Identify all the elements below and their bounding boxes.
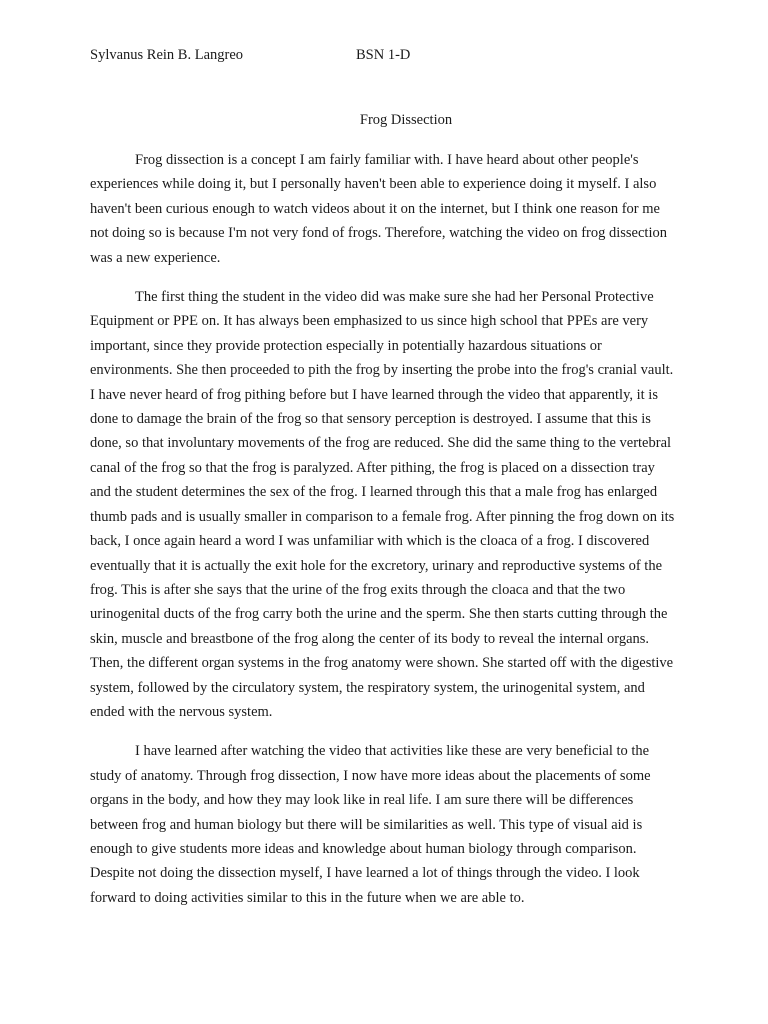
paragraph-3: I have learned after watching the video that activities like these are very beneficial to the study of anatomy. Through frog dissection, I now have more ideas about the placements of some organs in the body, and how they may look like in real life. I am sure there will be differences between frog and human biology but there will be similarities as well. This type of visual aid is enough to give students more ideas and knowledge about human biology through comparison. Despite not doing the dissection myself, I have learned a lot of things through the video. I look forward to doing activities similar to this in the future when we are able to. <box>90 743 651 906</box>
class-section: BSN 1-D <box>356 47 411 63</box>
author-name: Sylvanus Rein B. Langreo <box>90 47 244 63</box>
paragraph-1: Frog dissection is a concept I am fairly familiar with. I have heard about other people's experiences while doing it, but I personally haven't been able to experience doing it myself. I also haven't been curious enough to watch videos about it on the internet, but I think one reason for me not doing so is because I'm not very fond of frogs. Therefore, watching the video on frog dissection was a new experience. <box>90 152 667 266</box>
document-header <box>90 45 690 65</box>
paragraph-2: The first thing the student in the video did was make sure she had her Personal Protective Equipment or PPE on. It has always been emphasized to us since high school that PPEs are very important, since they provide protection especially in potentially hazardous situations or environments. She then proceeded to pith the frog by inserting the probe into the frog's cranial vault. I have never heard of frog pithing before but I have learned through the video that apparently, it is done to damage the brain of the frog so that sensory perception is destroyed. I assume that this is done, so that involuntary movements of the frog are reduced. She did the same thing to the vertebral canal of the frog so that the frog is paralyzed. After pithing, the frog is placed on a dissection tray and the student determines the sex of the frog. I learned through this that a male frog has enlarged thumb pads and is usually smaller in comparison to a female frog. After pinning the frog down on its back, I once again heard a word I was unfamiliar with which is the cloaca of a frog. I discovered eventually that it is actually the exit hole for the excretory, urinary and reproductive systems of the frog. This is after she says that the urine of the frog exits through the cloaca and that the two urinogenital ducts of the frog carry both the urine and the sperm. She then starts cutting through the skin, muscle and breastbone of the frog along the center of its body to reveal the internal organs. Then, the different organ systems in the frog anatomy were shown. She started off with the digestive system, followed by the circulatory system, the respiratory system, the urinogenital system, and ended with the nervous system. <box>90 289 675 720</box>
document-body <box>90 148 679 925</box>
document-title: Frog Dissection <box>359 112 453 128</box>
